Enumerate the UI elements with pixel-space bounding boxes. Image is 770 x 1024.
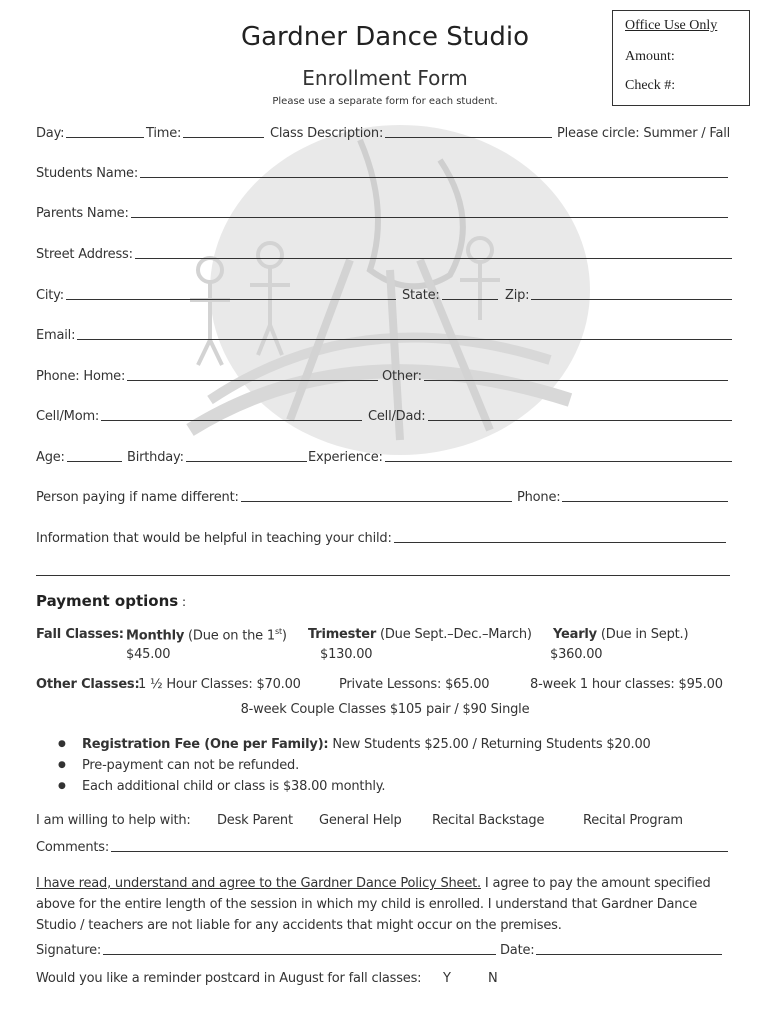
trimester-price: $130.00 xyxy=(320,647,373,662)
hour-classes-price: 1 ½ Hour Classes: $70.00 xyxy=(138,677,301,692)
additional-child-item xyxy=(58,776,651,797)
time-label: Time: xyxy=(146,126,182,141)
age-field[interactable] xyxy=(36,450,124,465)
help-option-recital-backstage[interactable]: Recital Backstage xyxy=(432,813,545,828)
help-option-recital-program[interactable]: Recital Program xyxy=(583,813,683,828)
day-field[interactable] xyxy=(36,126,146,141)
agreement-line-3: Studio / teachers are not liable for any accidents that might occur on the premises. xyxy=(36,918,562,933)
day-label: Day: xyxy=(36,126,65,141)
birthday-field[interactable] xyxy=(127,450,309,465)
zip-label: Zip: xyxy=(505,288,530,303)
cell-mom-field[interactable] xyxy=(36,409,364,424)
teaching-info-field[interactable] xyxy=(36,531,728,546)
registration-fee-label: Registration Fee (One per Family): xyxy=(82,737,329,752)
street-address-field[interactable] xyxy=(36,247,734,262)
payer-phone-label: Phone: xyxy=(517,490,561,505)
registration-fee-item xyxy=(58,734,651,755)
person-paying-label: Person paying if name different: xyxy=(36,490,239,505)
payment-options-title: Payment options xyxy=(36,592,179,610)
office-use-heading: Office Use Only xyxy=(625,18,718,33)
payment-options-heading xyxy=(36,592,186,610)
help-label: I am willing to help with: xyxy=(36,813,191,828)
trimester-option xyxy=(308,627,532,642)
separate-form-note: Please use a separate form for each student. xyxy=(272,96,498,107)
teaching-info-label: Information that would be helpful in teaching your child: xyxy=(36,531,392,546)
comments-field[interactable] xyxy=(36,840,730,855)
phone-home-label: Phone: Home: xyxy=(36,369,126,384)
help-option-general-help[interactable]: General Help xyxy=(319,813,402,828)
other-phone-label: Other: xyxy=(382,369,422,384)
form-subtitle: Enrollment Form xyxy=(302,66,468,90)
season-circle-option[interactable]: Please circle: Summer / Fall xyxy=(557,126,731,141)
yearly-note: (Due in Sept.) xyxy=(596,627,689,642)
cell-mom-label: Cell/Mom: xyxy=(36,409,100,424)
city-label: City: xyxy=(36,288,64,303)
yearly-price: $360.00 xyxy=(550,647,603,662)
monthly-option xyxy=(126,627,287,643)
state-label: State: xyxy=(402,288,440,303)
help-option-desk-parent[interactable]: Desk Parent xyxy=(217,813,293,828)
trimester-note: (Due Sept.–Dec.–March) xyxy=(376,627,532,642)
city-field[interactable] xyxy=(36,288,398,303)
page-title: Gardner Dance Studio xyxy=(240,22,530,52)
additional-child-text: Each additional child or class is $38.00 monthly. xyxy=(82,779,386,794)
students-name-field[interactable] xyxy=(36,166,730,181)
prepayment-text: Pre-payment can not be refunded. xyxy=(82,758,300,773)
date-field[interactable] xyxy=(500,943,724,958)
email-field[interactable] xyxy=(36,328,734,343)
yearly-option xyxy=(553,627,688,642)
date-label: Date: xyxy=(500,943,535,958)
person-paying-field[interactable] xyxy=(36,490,514,505)
office-check-label: Check #: xyxy=(625,78,676,93)
state-field[interactable] xyxy=(402,288,500,303)
teaching-info-extra-line[interactable] xyxy=(36,575,730,576)
parents-name-label: Parents Name: xyxy=(36,206,129,221)
experience-label: Experience: xyxy=(308,450,383,465)
fee-bullet-list xyxy=(58,734,651,797)
eight-week-price: 8-week 1 hour classes: $95.00 xyxy=(530,677,723,692)
monthly-note: (Due on the 1 xyxy=(184,628,275,644)
reminder-yes-option[interactable]: Y xyxy=(443,971,451,986)
monthly-note-sup: st xyxy=(274,627,282,636)
trimester-label: Trimester xyxy=(308,627,377,642)
policy-agreement-statement: I have read, understand and agree to the Gardner Dance Policy Sheet. xyxy=(36,876,481,891)
students-name-label: Students Name: xyxy=(36,166,139,181)
signature-field[interactable] xyxy=(36,943,498,958)
agreement-line-2: above for the entire length of the session in which my child is enrolled. I understand that Gardner Dance xyxy=(36,897,698,912)
agreement-text xyxy=(36,873,736,936)
fall-classes-label: Fall Classes: xyxy=(36,627,124,642)
time-field[interactable] xyxy=(146,126,266,141)
agreement-line-1 xyxy=(36,873,736,894)
other-phone-field[interactable] xyxy=(382,369,730,384)
zip-field[interactable] xyxy=(505,288,734,303)
cell-dad-label: Cell/Dad: xyxy=(368,409,426,424)
prepayment-item xyxy=(58,755,651,776)
phone-home-field[interactable] xyxy=(36,369,380,384)
yearly-label: Yearly xyxy=(553,627,597,642)
private-lessons-price: Private Lessons: $65.00 xyxy=(339,677,490,692)
registration-fee-text: New Students $25.00 / Returning Students $20.00 xyxy=(328,737,651,752)
agreement-pay-text: I agree to pay the amount specified xyxy=(480,876,711,891)
payer-phone-field[interactable] xyxy=(517,490,730,505)
cell-dad-field[interactable] xyxy=(368,409,734,424)
street-address-label: Street Address: xyxy=(36,247,133,262)
other-classes-label: Other Classes: xyxy=(36,677,140,692)
parents-name-field[interactable] xyxy=(36,206,730,221)
email-label: Email: xyxy=(36,328,76,343)
monthly-note-end: ) xyxy=(281,628,287,644)
reminder-question: Would you like a reminder postcard in August for fall classes: xyxy=(36,971,422,986)
office-amount-label: Amount: xyxy=(625,49,675,64)
payment-options-colon: : xyxy=(178,595,187,609)
monthly-label: Monthly xyxy=(126,628,185,644)
class-description-label: Class Description: xyxy=(270,126,384,141)
class-description-field[interactable] xyxy=(270,126,554,141)
experience-field[interactable] xyxy=(308,450,734,465)
monthly-price: $45.00 xyxy=(126,647,171,662)
reminder-no-option[interactable]: N xyxy=(488,971,498,986)
couple-classes-price: 8-week Couple Classes $105 pair / $90 Single xyxy=(240,702,530,717)
comments-label: Comments: xyxy=(36,840,110,855)
age-label: Age: xyxy=(36,450,65,465)
signature-label: Signature: xyxy=(36,943,102,958)
birthday-label: Birthday: xyxy=(127,450,184,465)
